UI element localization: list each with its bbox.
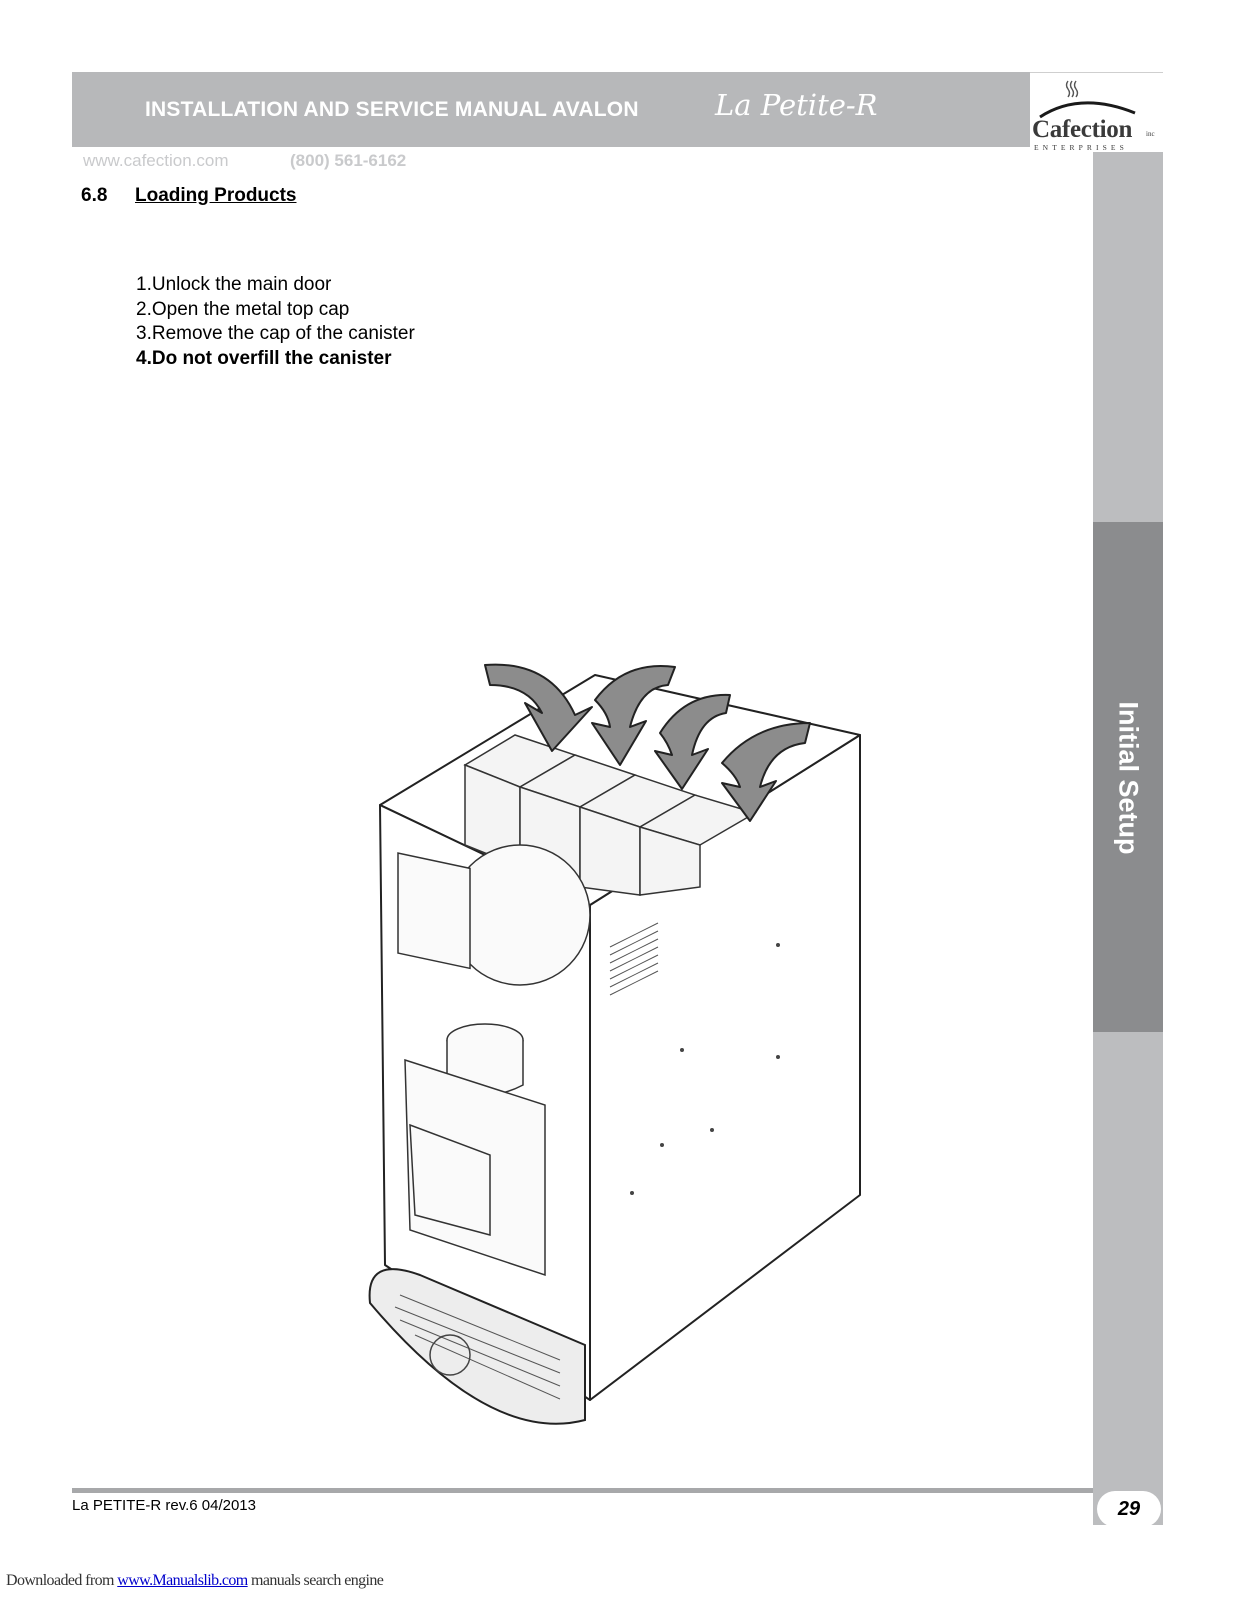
step-item: 1.Unlock the main door (136, 274, 332, 295)
section-heading (81, 185, 297, 207)
manualslib-link[interactable]: www.Manualslib.com (117, 1572, 248, 1589)
footer-revision: La PETITE-R rev.6 04/2013 (72, 1497, 256, 1514)
download-suffix: manuals search engine (247, 1572, 384, 1589)
step-item: 2.Open the metal top cap (136, 298, 350, 320)
footer-rule (72, 1488, 1093, 1493)
machine-illustration (360, 655, 900, 1475)
step-item: 3.Remove the cap of the canister (136, 323, 415, 344)
logo-subtitle: ENTERPRISES (1034, 143, 1128, 152)
section-title: Loading Products (135, 185, 297, 206)
logo-wordmark: Cafection (1032, 116, 1133, 143)
manual-title: INSTALLATION AND SERVICE MANUAL AVALON (145, 98, 639, 121)
side-tab-top (1093, 152, 1163, 522)
step-item-warning: 4.Do not overfill the canister (136, 347, 392, 369)
phone-text: (800) 561-6162 (290, 151, 407, 170)
side-tab-label: Initial Setup (1113, 701, 1144, 855)
steps-list (136, 273, 415, 371)
download-prefix: Downloaded from (6, 1572, 118, 1589)
side-tab-bottom (1093, 1032, 1163, 1525)
page-number: 29 (1097, 1491, 1161, 1527)
download-credit (6, 1572, 383, 1590)
product-script-title: La Petite-R (715, 88, 878, 122)
website-text: www.cafection.com (83, 151, 229, 170)
logo-suffix: inc (1146, 130, 1155, 138)
section-number: 6.8 (81, 185, 108, 206)
